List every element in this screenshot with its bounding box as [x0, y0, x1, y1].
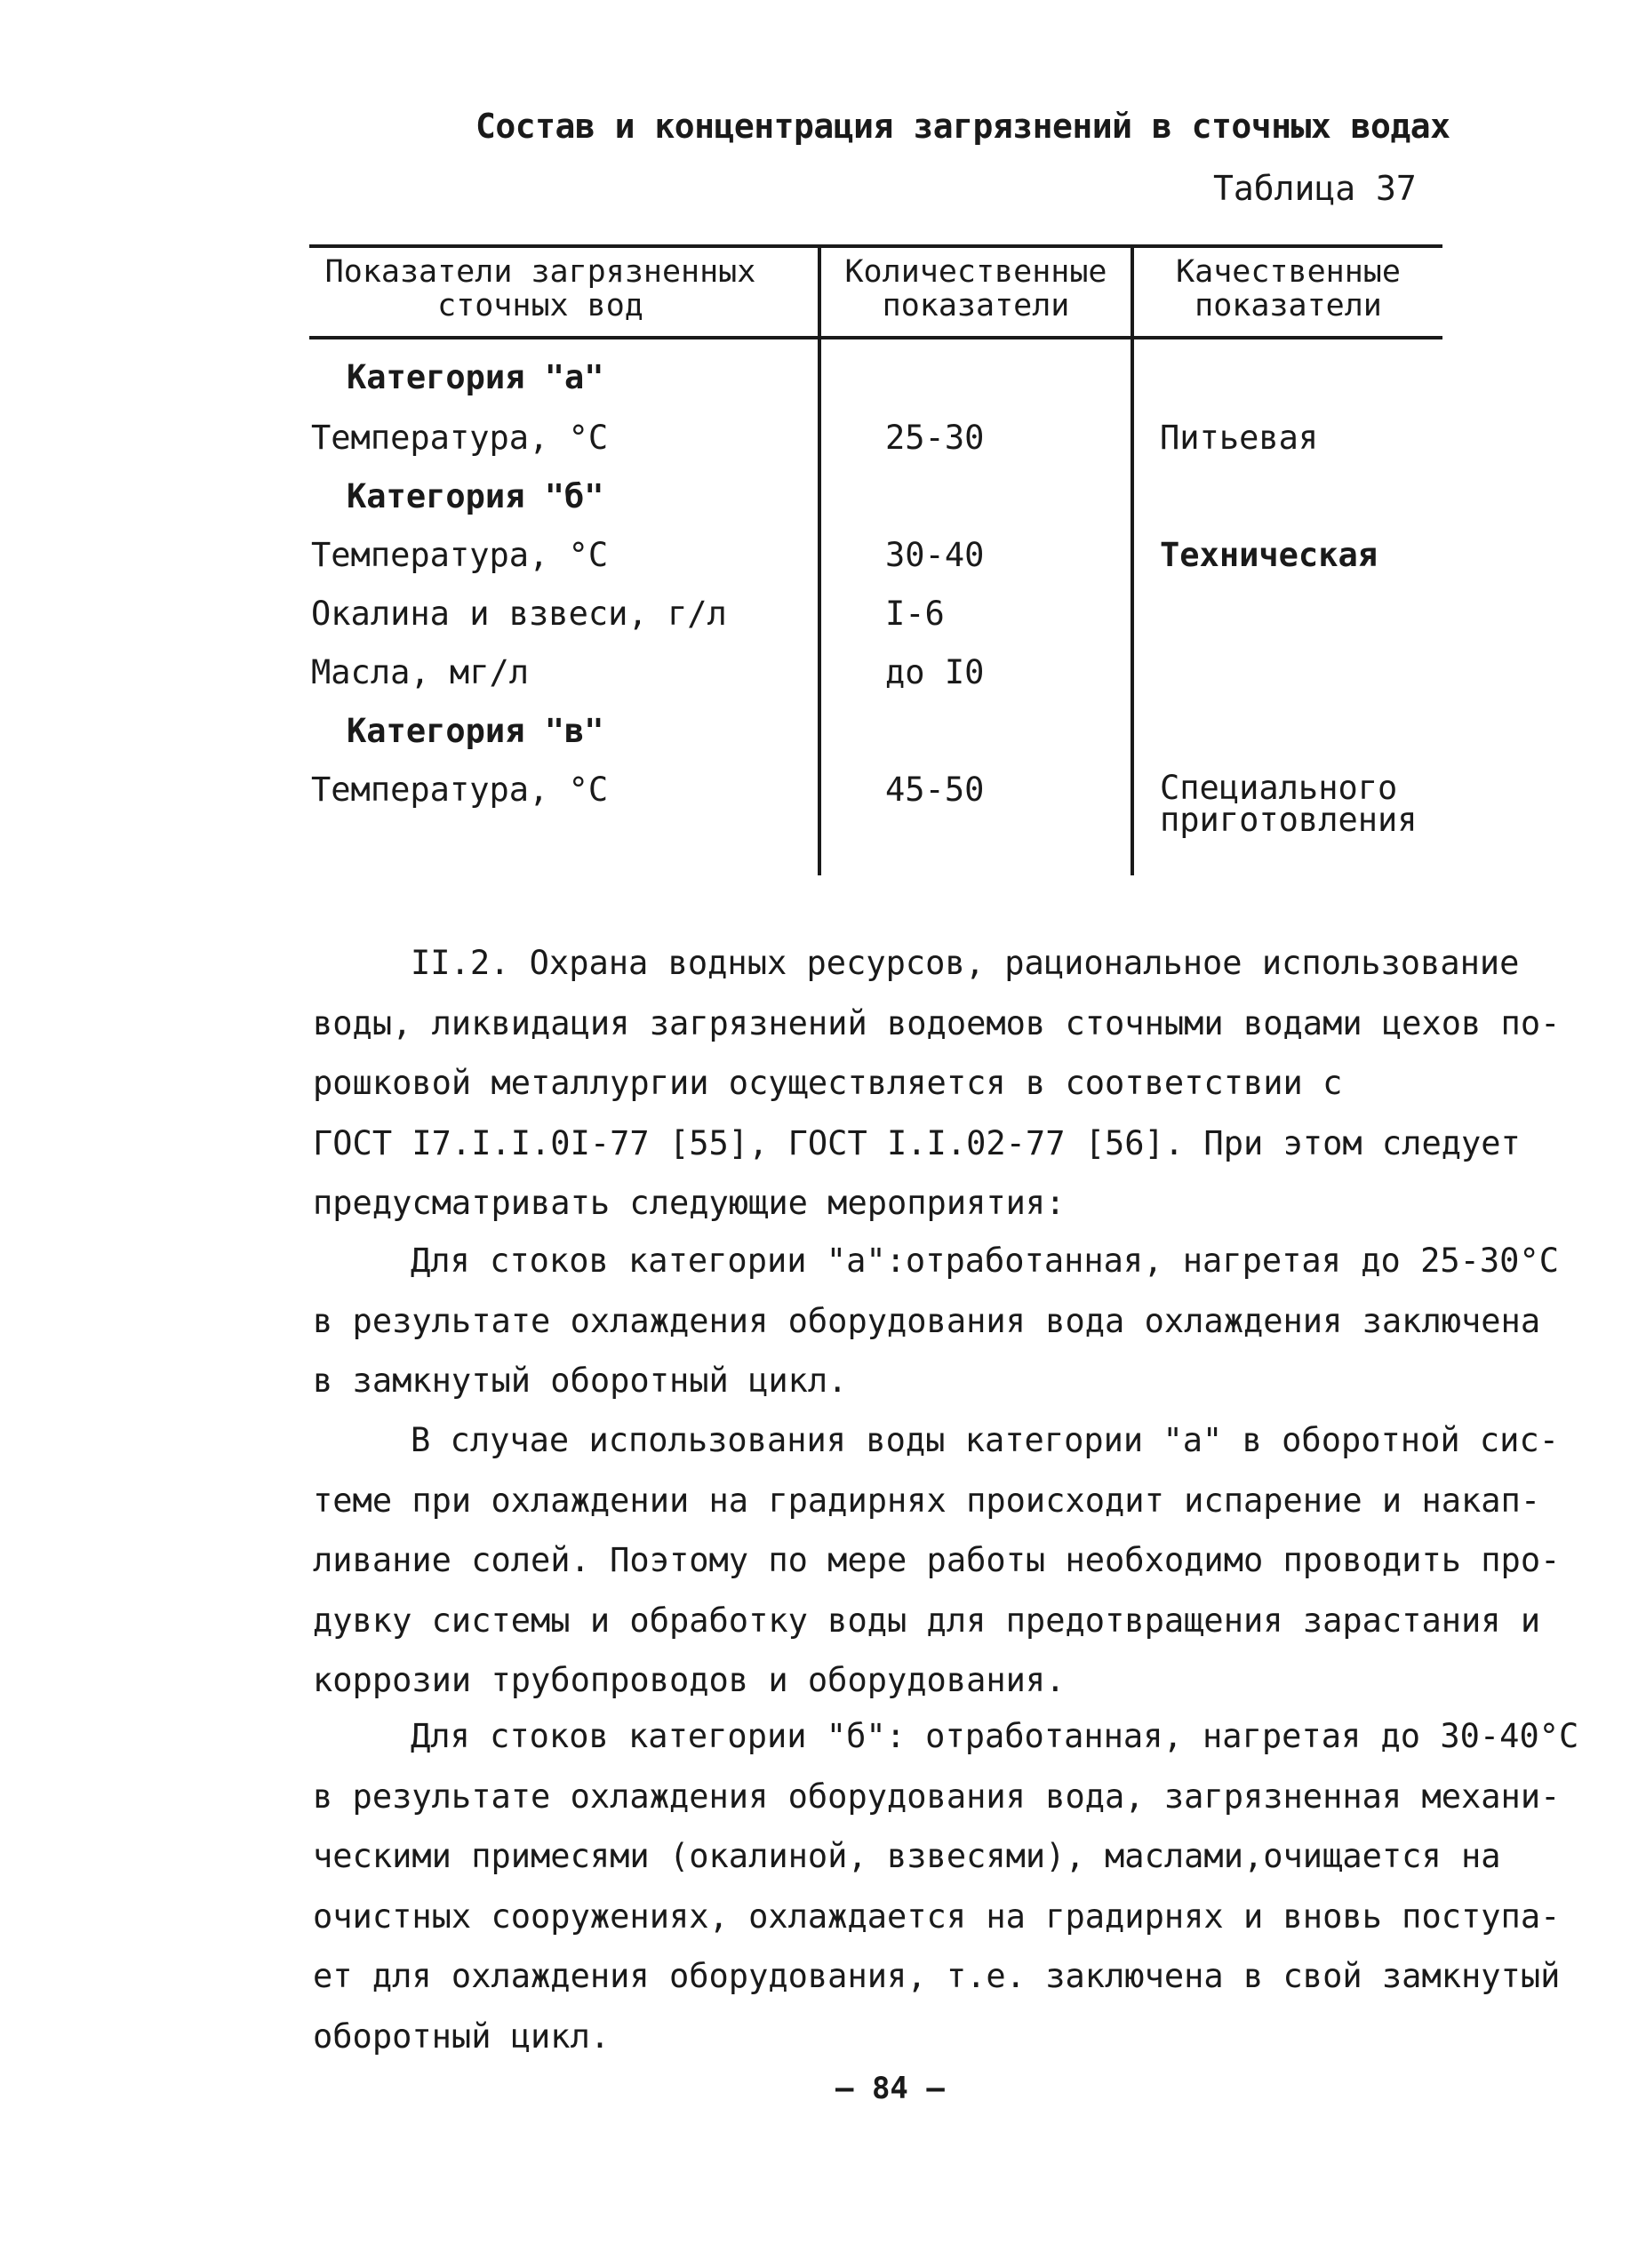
row-scale-suspension-value: I-6 — [885, 595, 945, 633]
row-oils: Масла, мг/л — [311, 653, 530, 691]
row-oils-value: до I0 — [885, 653, 985, 691]
table-top-rule — [309, 244, 1442, 248]
category-b-label: Категория "б" — [347, 477, 604, 515]
table-caption: Состав и концентрация загрязнений в сточных водах — [475, 107, 1450, 146]
paragraph-category-b: Для стоков категории "б": отработанная, нагретая до 30-40°С в результате охлаждения оборудования вода, загрязненная механи- ческими примесями (окалиной, взвесями), маслами,очищается на очистных сооружениях, охлаждается на градирнях и вновь поступа- ет для охлаждения оборудования, т.е. заключена в свой замкнутый оборотный цикл. — [313, 1717, 1579, 2056]
page-number: — 84 — — [835, 2071, 945, 2106]
row-temperature-v-value: 45-50 — [885, 771, 985, 809]
row-temperature-a: Температура, °С — [311, 419, 609, 457]
table-number: Таблица 37 — [1213, 169, 1417, 208]
paragraph-category-a: Для стоков категории "а":отработанная, нагретая до 25-30°С в результате охлаждения оборудования вода охлаждения заключена в замкнутый оборотный цикл. — [313, 1242, 1560, 1400]
paragraph-water-protection: II.2. Охрана водных ресурсов, рациональное использование воды, ликвидация загрязнений водоемов сточными водами цехов по- рошковой металлургии осуществляется в соответствии с ГОСТ I7.I.I.0I-77 [55], ГОСТ I.I.02-77 [56]. При этом следует предусматривать следующие мероприятия: — [313, 944, 1561, 1222]
row-temperature-b: Температура, °С — [311, 536, 609, 574]
paragraph-circulation: В случае использования воды категории "а" в оборотной сис- теме при охлаждении на градирнях происходит испарение и накап- ливание солей. Поэтому по мере работы необходимо проводить про- дувку системы и обработку воды для предотвращения зарастания и коррозии трубопроводов и оборудования. — [313, 1421, 1561, 1699]
category-a-label: Категория "а" — [347, 358, 604, 396]
column-divider-2 — [1131, 244, 1134, 875]
table-header-rule — [309, 336, 1442, 339]
row-temperature-v-quality: Специального приготовления — [1160, 769, 1418, 839]
row-temperature-b-value: 30-40 — [885, 536, 985, 574]
column-divider-1 — [818, 244, 821, 875]
row-temperature-a-value: 25-30 — [885, 419, 985, 457]
row-temperature-b-quality: Техническая — [1160, 536, 1378, 574]
header-indicators: Показатели загрязненных сточных вод — [324, 254, 756, 323]
header-qualitative: Качественные показатели — [1176, 254, 1401, 323]
header-quantitative: Количественные показатели — [844, 254, 1107, 323]
pollution-table — [309, 244, 1442, 875]
row-scale-suspension: Окалина и взвеси, г/л — [311, 595, 727, 633]
category-v-label: Категория "в" — [347, 712, 604, 750]
row-temperature-v: Температура, °С — [311, 771, 609, 809]
row-temperature-a-quality: Питьевая — [1160, 419, 1319, 457]
